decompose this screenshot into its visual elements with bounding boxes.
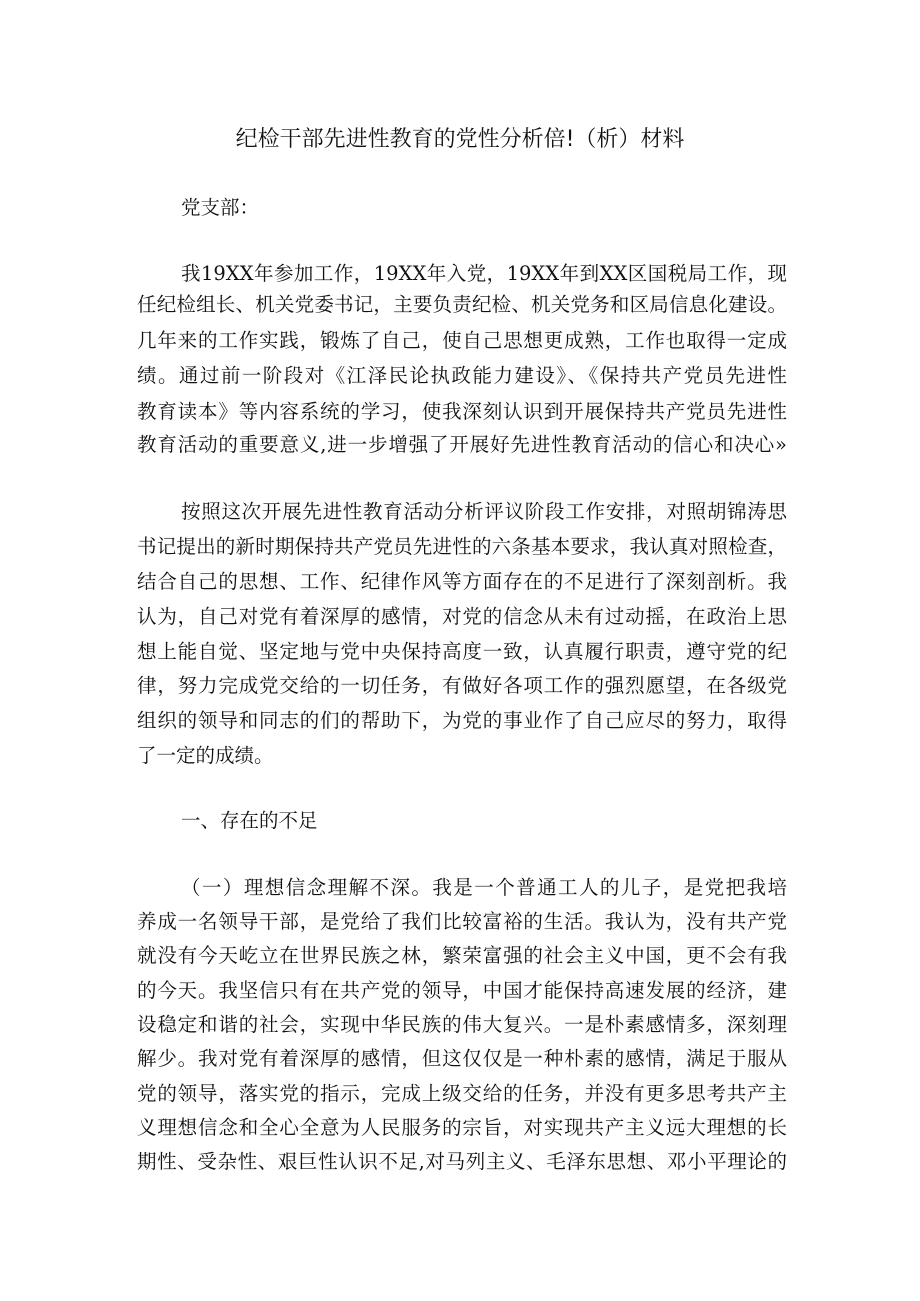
paragraph-line: 义理想信念和全心全意为人民服务的宗旨，对实现共产主义远大理想的长 (137, 1116, 787, 1139)
salutation: 党支部： (181, 196, 260, 219)
paragraph-line: 几年来的工作实践，锻炼了自己，使自己思想更成熟，工作也取得一定成 (137, 329, 787, 352)
paragraph-line: 按照这次开展先进性教育活动分析评议阶段工作安排，对照胡锦涛思 (181, 500, 787, 523)
paragraph-line: 认为，自己对党有着深厚的感情，对党的信念从未有过动摇，在政治上思 (137, 605, 787, 628)
paragraph-line: 我19XX年参加工作，19XX年入党，19XX年到XX区国税局工作，现 (181, 262, 787, 285)
paragraph-line: 教育读本》等内容系统的学习，使我深刻认识到开展保持共产党员先进性 (137, 400, 787, 423)
paragraph-line: 解少。我对党有着深厚的感情，但这仅仅是一种朴素的感情，满足于服从 (137, 1047, 787, 1070)
paragraph-line: 书记提出的新时期保持共产党员先进性的六条基本要求，我认真对照检查， (137, 535, 787, 558)
paragraph-line: 党的领导，落实党的指示，完成上级交给的任务，并没有更多思考共产主 (137, 1082, 787, 1105)
paragraph-line: 教育活动的重要意义,进一步增强了开展好先进性教育活动的信心和决心» (137, 433, 787, 456)
paragraph-line: 设稳定和谐的社会，实现中华民族的伟大复兴。一是朴素感情多，深刻理 (137, 1013, 787, 1036)
paragraph-line: 了一定的成绩。 (137, 744, 274, 767)
paragraph-line: 养成一名领导干部，是党给了我们比较富裕的生活。我认为，没有共产党 (137, 910, 787, 933)
paragraph-line: 期性、受杂性、艰巨性认识不足,对马列主义、毛泽东思想、邓小平理论的 (137, 1150, 787, 1173)
paragraph-line: 的今天。我坚信只有在共产党的领导，中国才能保持高速发展的经济，建 (137, 979, 787, 1002)
document-title: 纪检干部先进性教育的党性分析倍!（析）材料 (235, 127, 685, 152)
paragraph-line: （一）理想信念理解不深。我是一个普通工人的儿子，是党把我培 (181, 876, 787, 899)
section-heading: 一、存在的不足 (181, 809, 318, 832)
paragraph-line: 组织的领导和同志的们的帮助下，为党的事业作了自己应尽的努力，取得 (137, 709, 787, 732)
paragraph-line: 绩。通过前一阶段对《江泽民论执政能力建设》、《保持共产党员先进性 (137, 364, 787, 387)
paragraph-line: 任纪检组长、机关党委书记，主要负责纪检、机关党务和区局信息化建设。 (137, 293, 787, 316)
paragraph-line: 结合自己的思想、工作、纪律作风等方面存在的不足进行了深刻剖析。我 (137, 570, 787, 593)
paragraph-line: 想上能自觉、坚定地与党中央保持高度一致，认真履行职责，遵守党的纪 (137, 640, 787, 663)
paragraph-line: 就没有今天屹立在世界民族之林，繁荣富强的社会主义中国，更不会有我 (137, 944, 787, 967)
paragraph-line: 律，努力完成党交给的一切任务，有做好各项工作的强烈愿望，在各级党 (137, 674, 787, 697)
